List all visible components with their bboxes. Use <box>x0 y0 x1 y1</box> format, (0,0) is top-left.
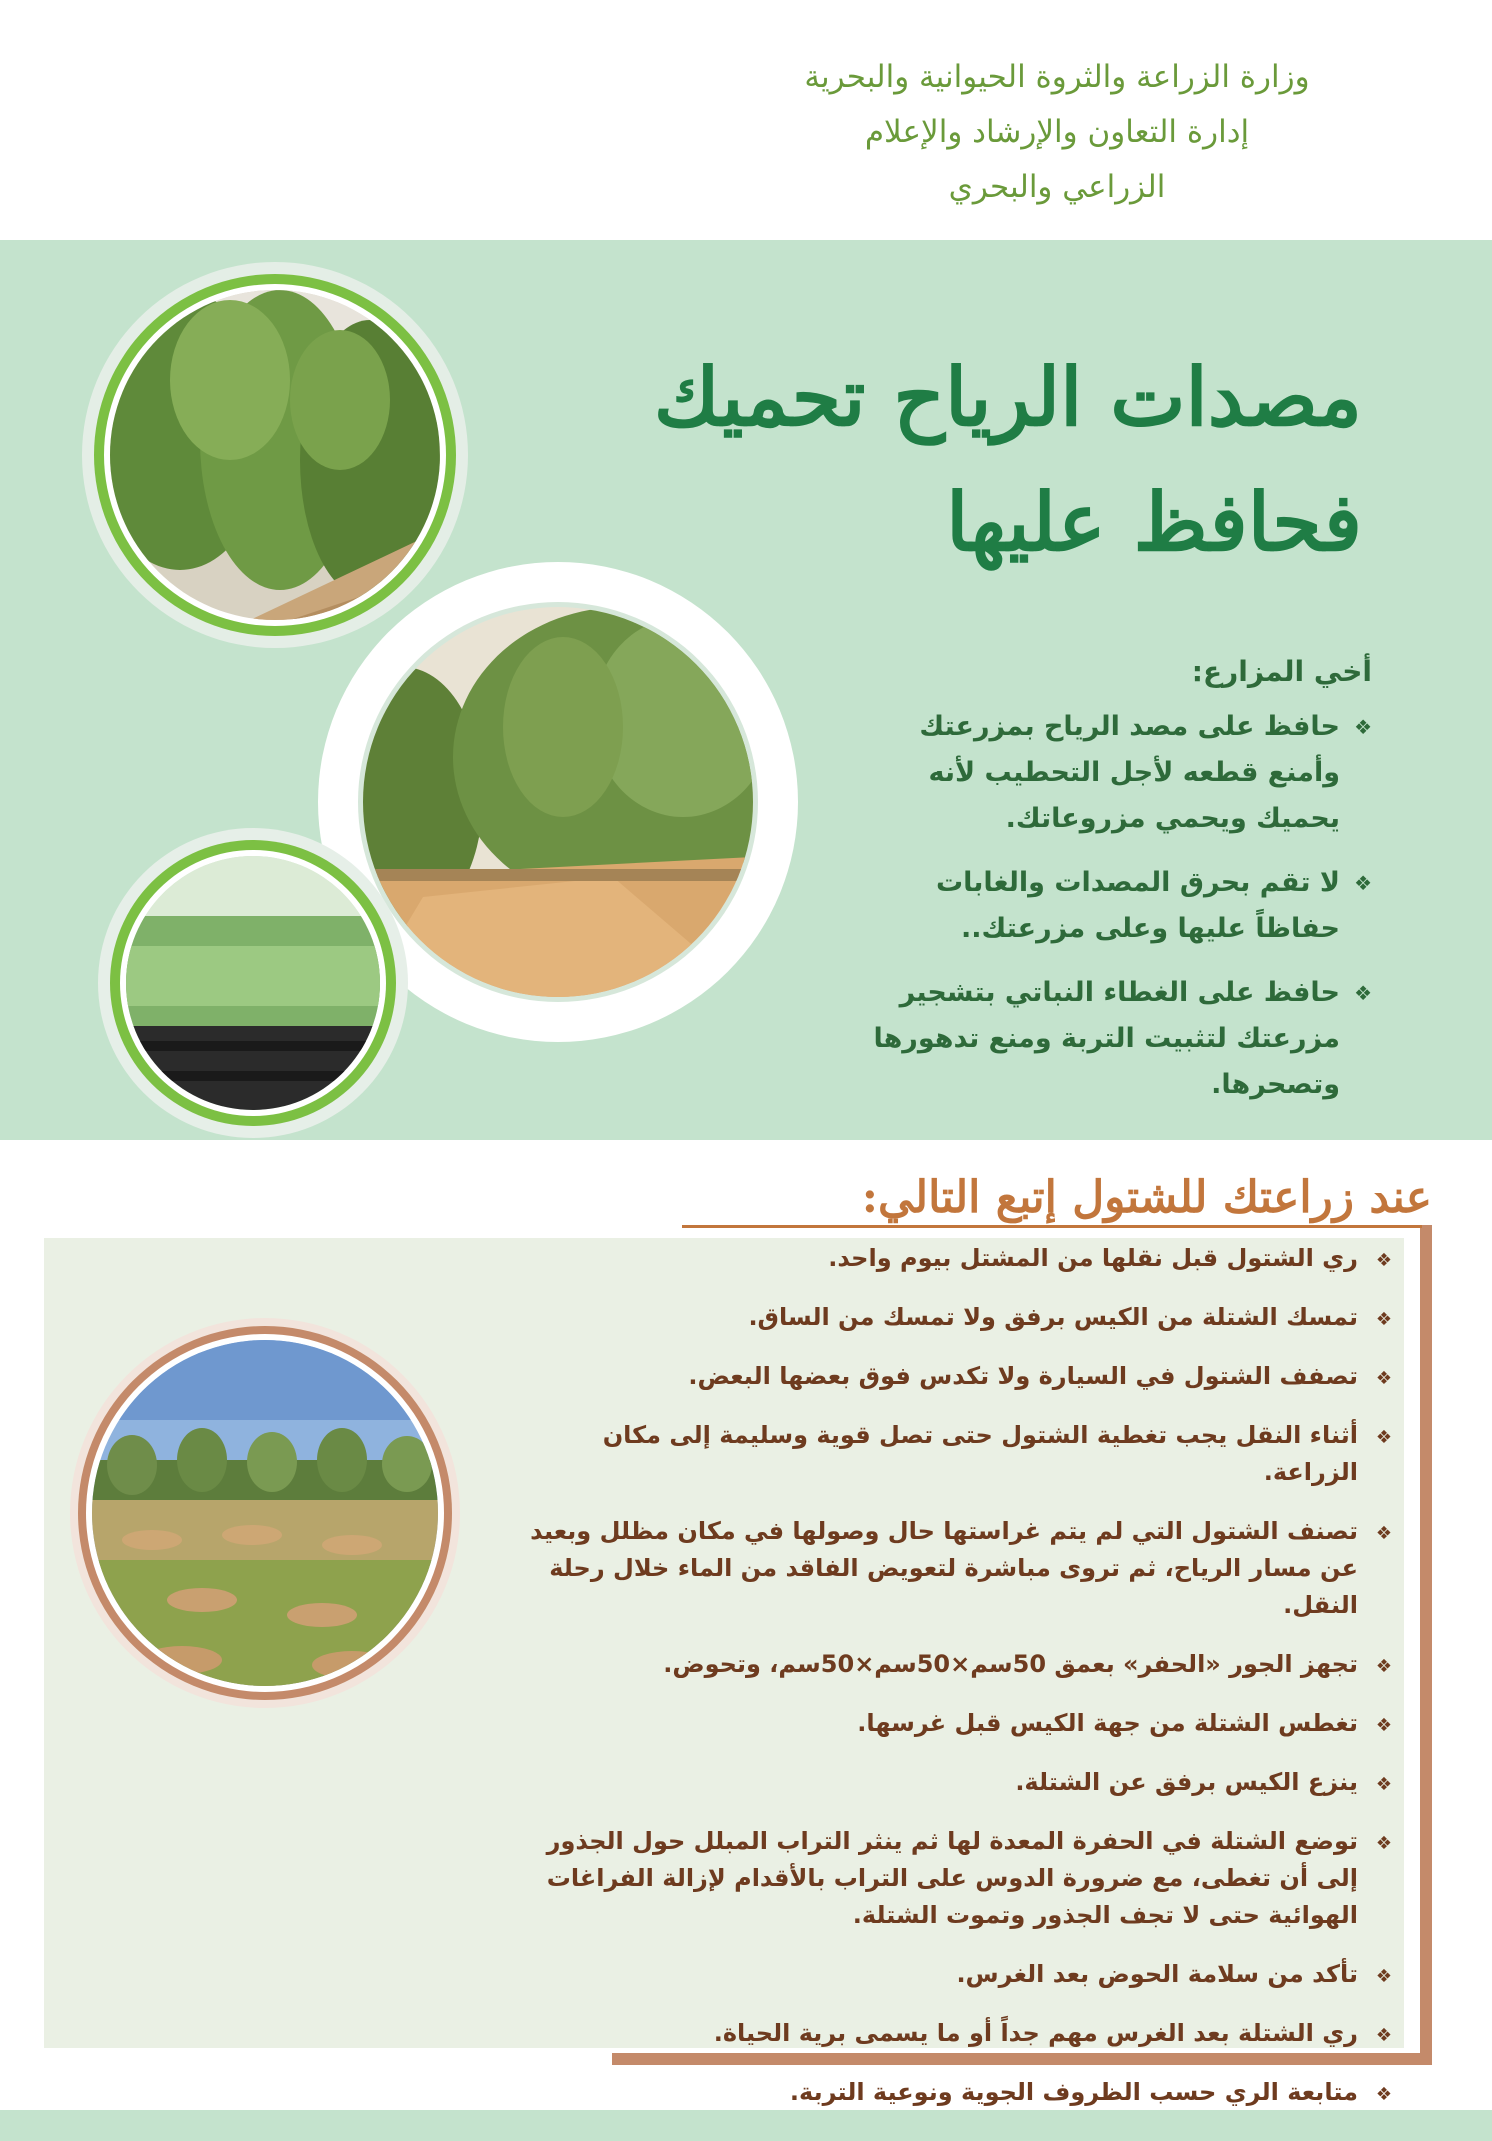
step-item <box>502 2015 1392 2052</box>
ministry-line-2: إدارة التعاون والإرشاد والإعلام <box>864 114 1250 150</box>
step-item <box>502 1417 1392 1491</box>
diamond-bullet-icon: ❖ <box>1375 1523 1392 1544</box>
step-item <box>502 1513 1392 1624</box>
step-text: ري الشتلة بعد الغرس مهم جداً أو ما يسمى برية الحياة. <box>713 2019 1358 2047</box>
ministry-name <box>757 50 1357 215</box>
step-item <box>502 1646 1392 1683</box>
diamond-bullet-icon: ❖ <box>1375 1774 1392 1795</box>
intro-item <box>852 860 1372 952</box>
diamond-bullet-icon: ❖ <box>1375 1250 1392 1271</box>
diamond-bullet-icon: ❖ <box>1354 871 1372 895</box>
step-item <box>502 1240 1392 1277</box>
step-text: تصفف الشتول في السيارة ولا تكدس فوق بعضها البعض. <box>688 1362 1358 1390</box>
step-item <box>502 2074 1392 2111</box>
diamond-bullet-icon: ❖ <box>1375 2084 1392 2105</box>
diamond-bullet-icon: ❖ <box>1375 1966 1392 1987</box>
intro-list <box>852 704 1372 1108</box>
step-text: تجهز الجور «الحفر» بعمق 50سم×50سم×50سم، وتحوض. <box>663 1650 1358 1678</box>
step-text: تأكد من سلامة الحوض بعد الغرس. <box>956 1960 1358 1988</box>
intro-section <box>852 650 1372 1126</box>
diamond-bullet-icon: ❖ <box>1375 2025 1392 2046</box>
ministry-line-3: الزراعي والبحري <box>948 169 1166 205</box>
step-text: ينزع الكيس برفق عن الشتلة. <box>1015 1768 1358 1796</box>
step-item <box>502 1956 1392 1993</box>
ministry-line-1: وزارة الزراعة والثروة الحيوانية والبحرية <box>804 59 1310 95</box>
heading-underline <box>682 1225 1422 1228</box>
intro-item-text: لا تقم بحرق المصدات والغابات حفاظاً عليها وعلى مزرعتك.. <box>935 867 1340 944</box>
planting-steps-list <box>502 1240 1392 2133</box>
step-text: متابعة الري حسب الظروف الجوية ونوعية التربة. <box>789 2078 1358 2106</box>
step-text: تمسك الشتلة من الكيس برفق ولا تمسك من الساق. <box>748 1303 1358 1331</box>
step-text: تصنف الشتول التي لم يتم غراستها حال وصولها في مكان مظلل وبعيد عن مسار الرياح، ثم تروى مباشرة لتعويض الفاقد من الماء خلال رحلة النقل. <box>530 1517 1358 1619</box>
step-item <box>502 1358 1392 1395</box>
diamond-bullet-icon: ❖ <box>1375 1656 1392 1677</box>
intro-item-text: حافظ على مصد الرياح بمزرعتك وأمنع قطعه لأجل التحطيب لأنه يحميك ويحمي مزروعاتك. <box>919 711 1340 834</box>
step-item <box>502 1299 1392 1336</box>
diamond-bullet-icon: ❖ <box>1375 1427 1392 1448</box>
intro-item <box>852 970 1372 1108</box>
page-title <box>602 335 1362 585</box>
step-text: تغطس الشتلة من جهة الكيس قبل غرسها. <box>857 1709 1358 1737</box>
planting-heading: عند زراعتك للشتول إتبع التالي: <box>861 1172 1432 1223</box>
intro-item-text: حافظ على الغطاء النباتي بتشجير مزرعتك لتثبيت التربة ومنع تدهورها وتصحرها. <box>873 977 1340 1100</box>
windbreak-trees-photo <box>82 262 468 648</box>
diamond-bullet-icon: ❖ <box>1375 1368 1392 1389</box>
diamond-bullet-icon: ❖ <box>1375 1309 1392 1330</box>
planted-field-photo <box>70 1318 460 1708</box>
step-text: توضع الشتلة في الحفرة المعدة لها ثم ينثر التراب المبلل حول الجذور إلى أن تغطى، مع ضرورة الدوس على التراب بالأقدام لإزالة الفراغات الهوائية حتى لا تجف الجذور وتموت الشتلة. <box>546 1827 1358 1929</box>
step-item <box>502 1823 1392 1934</box>
step-item <box>502 1705 1392 1742</box>
frame-border-right <box>1420 1225 1432 2065</box>
diamond-bullet-icon: ❖ <box>1354 715 1372 739</box>
title-line-2: فحافظ عليها <box>946 475 1362 569</box>
diamond-bullet-icon: ❖ <box>1354 981 1372 1005</box>
step-text: أثناء النقل يجب تغطية الشتول حتى تصل قوية وسليمة إلى مكان الزراعة. <box>602 1421 1358 1486</box>
intro-item <box>852 704 1372 842</box>
diamond-bullet-icon: ❖ <box>1375 1715 1392 1736</box>
title-line-1: مصدات الرياح تحميك <box>653 350 1362 444</box>
page-header <box>0 0 1492 240</box>
seedlings-photo <box>98 828 408 1138</box>
step-item <box>502 1764 1392 1801</box>
diamond-bullet-icon: ❖ <box>1375 1833 1392 1854</box>
step-text: ري الشتول قبل نقلها من المشتل بيوم واحد. <box>828 1244 1358 1272</box>
greeting: أخي المزارع: <box>1191 655 1372 688</box>
